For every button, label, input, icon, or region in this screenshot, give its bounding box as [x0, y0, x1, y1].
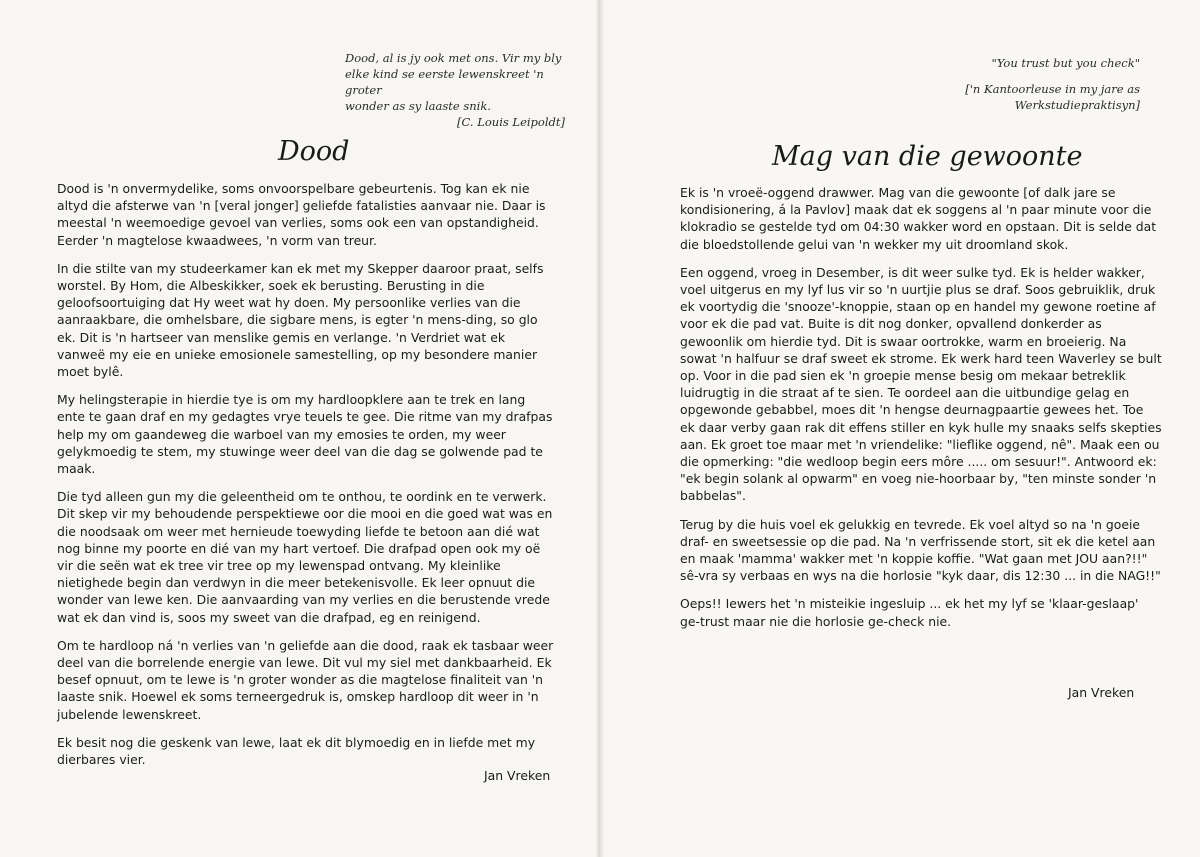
epigraph-source-line: ['n Kantoorleuse in my jare as	[965, 82, 1140, 96]
right-body	[680, 184, 1162, 641]
author-signature: Jan Vreken	[1068, 685, 1135, 700]
paragraph: Ek besit nog die geskenk van lewe, laat ek dit blymoedig en in liefde met my dierbares vier.	[57, 734, 536, 768]
paragraph: Oeps!! Iewers het 'n misteikie ingesluip ... ek het my lyf se 'klaar-geslaap' ge-trust maar nie die horlosie ge-check nie.	[680, 596, 1139, 629]
paragraph: Ek is 'n vroeë-oggend drawwer. Mag van die gewoonte [of dalk jare se kondisionering, á la Pavlov] maak dat ek soggens al 'n paar minute voor die klokradio se gestelde tyd om 04:30 wakker word en opstaan. Dit is selde dat die bloedstollende gelui van 'n wekker my uit droomland skok.	[680, 185, 1157, 252]
page-title-dood: Dood	[278, 136, 350, 167]
left-body	[57, 180, 557, 779]
page-fold	[596, 0, 604, 857]
paragraph: My helingsterapie in hierdie tye is om my hardloopklere aan te trek en lang ente te gaan draf en my gedagtes vrye teuels te gee. Die ritme van my drafpas help my om gaandeweg die warboel van my emosies te orden, my weer gelykmoedig te stem, my stuwinge weer deel van die dag se golwende pad te maak.	[57, 392, 553, 477]
author-signature: Jan Vreken	[484, 768, 551, 783]
paragraph: Terug by die huis voel ek gelukkig en tevrede. Ek voel altyd so na 'n goeie draf- en sweetsessie op die pad. Na 'n verfrissende stort, sit ek die ketel aan en maak 'mamma' wakker met 'n koppie koffie. "Wat gaan met JOU aan?!!" sê-vra sy verbaas en wys na die horlosie "kyk daar, dis 12:30 ... in die NAG!!"	[680, 516, 1161, 584]
epigraph-line: Dood, al is jy ook met ons. Vir my bly	[345, 51, 562, 65]
paragraph: Dood is 'n onvermydelike, soms onvoorspelbare gebeurtenis. Tog kan ek nie altyd die afsterwe van 'n [veral jonger] geliefde fatalisties aanvaar nie. Daar is meestal 'n weemoedige gevoel van verlies, soms ook een van opstandigheid. Eerder 'n magtelose kwaadwees, 'n vorm van treur.	[57, 181, 546, 248]
epigraph-source-line: Werkstudiepraktisyn]	[1014, 98, 1140, 112]
epigraph-source: [C. Louis Leipoldt]	[457, 115, 565, 129]
epigraph-line: elke kind se eerste lewenskreet 'n groter	[345, 67, 544, 97]
left-epigraph	[345, 50, 575, 130]
page-title-mag-van-die-gewoonte: Mag van die gewoonte	[772, 141, 1083, 172]
right-epigraph	[890, 55, 1140, 113]
epigraph-line: wonder as sy laaste snik.	[345, 99, 491, 113]
paragraph: Om te hardloop ná 'n verlies van 'n geliefde aan die dood, raak ek tasbaar weer deel van die borrelende energie van lewe. Dit vul my siel met dankbaarheid. Ek besef opnuut, om te lewe is 'n groter wonder as die magtelose finaliteit van 'n laaste snik. Hoewel ek soms terneergedruk is, omskep hardloop dit weer in 'n jubelende lewenskreet.	[57, 637, 554, 722]
right-page	[600, 0, 1200, 857]
paragraph: In die stilte van my studeerkamer kan ek met my Skepper daaroor praat, selfs worstel. By Hom, die Albeskikker, soek ek berusting. Berusting in die geloofsoortuiging dat Hy weet wat hy doen. My persoonlike verlies van die aanraakbare, die omhelsbare, die sigbare mens, is egter 'n mens-ding, so glo ek. Dit is 'n hartseer van menslike gemis en verlange. 'n Verdriet wat ek vanweë my eie en unieke emosionele samestelling, op my besondere manier moet bylê.	[57, 260, 544, 380]
paragraph: Die tyd alleen gun my die geleentheid om te onthou, te oordink en te verwerk. Dit skep vir my behoudende perspektiewe oor die mooi en die goed wat was en die noodsaak om weer met hernieude toewyding liefde te betoon aan dié wat nog binne my poorte en dié van my hart vertoef. Die drafpad open ook my oë vir die seën wat ek tree vir tree op my lewenspad ontvang. My kleinlike nietighede begin dan verdwyn in die meer betekenisvolle. Ek leer opnuut die wonder van lewe ken. Die aanvaarding van my verlies en die berustende vrede wat ek dan vind is, soos my sweet van die drafpad, eg en reinigend.	[57, 489, 553, 625]
paragraph: Een oggend, vroeg in Desember, is dit weer sulke tyd. Ek is helder wakker, voel uitgerus en my lyf lus vir so 'n uurtjie plus se draf. Soos gebruiklik, druk ek voortydig die 'snooze'-knoppie, staan op en handel my gewone roetine af voor ek die pad vat. Buite is dit nog donker, opvallend donkerder as gewoonlik om hierdie tyd. Dit is swaar oortrokke, warm en broeierig. Na sowat 'n halfuur se draf sweet ek strome. Ek werk hard teen Waverley se bult op. Voor in die pad sien ek 'n groepie mense besig om mekaar betreklik luidrugtig in die straat af te sien. Te oordeel aan die uitbundige gelag en opgewonde gebabbel, moes dit 'n hengse deurnagpaartie gewees het. Toe ek daar verby gaan rak dit effens stiller en kyk hulle my snaaks selfs skepties aan. Ek groet toe maar met 'n vriendelike: "lieflike oggend, nê". Maak een ou die opmerking: "die wedloop begin eers môre ..... om sesuur!". Antwoord ek: "ek begin solank al opwarm" en voeg nie-hoorbaar by, "ten minste sonder 'n babbelas".	[680, 264, 1162, 504]
epigraph-quote: "You trust but you check"	[991, 56, 1140, 70]
